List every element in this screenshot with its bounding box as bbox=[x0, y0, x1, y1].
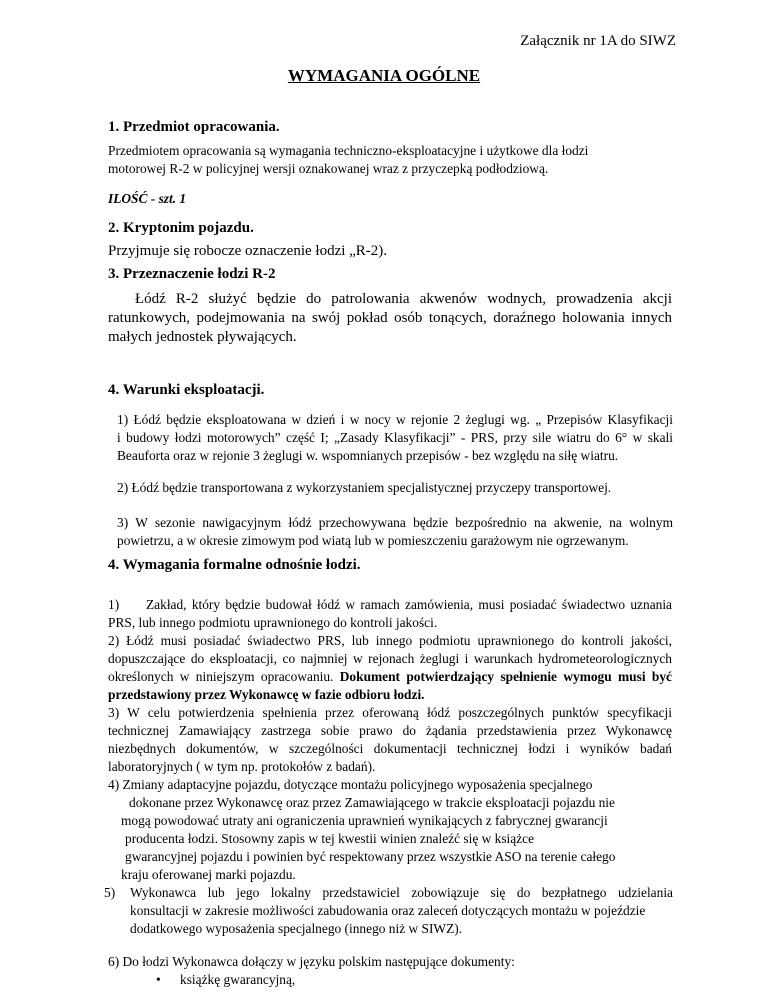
section-1-line-1: Przedmiotem opracowania są wymagania techniczno-eksploatacyjne i użytkowe dla łodzi bbox=[108, 143, 589, 158]
formal-2-line-2: dopuszczające do eksploatacji, co najmniej w rejonach żeglugi i warunkach hydrometeorologicznych bbox=[108, 651, 672, 666]
conditions-3-line-1: 3) W sezonie nawigacyjnym łódź przechowywana będzie bezpośrednio na akwenie, na wolnym bbox=[117, 515, 673, 530]
section-2-text: Przyjmuje się robocze oznaczenie łodzi „R-2). bbox=[108, 243, 388, 259]
section-3-heading: 3. Przeznaczenie łodzi R-2 bbox=[108, 266, 276, 282]
section-2-heading: 2. Kryptonim pojazdu. bbox=[108, 220, 254, 236]
section-5-heading: 4. Wymagania formalne odnośnie łodzi. bbox=[108, 557, 361, 573]
formal-4-line-2: dokonane przez Wykonawcę oraz przez Zamawiającego w trakcie eksploatacji pojazdu nie bbox=[129, 795, 615, 810]
conditions-1-line-3: Beauforta oraz w rejonie 3 żeglugi w. wspomnianych przepisów - bez względu na siłę wiatru. bbox=[117, 448, 619, 463]
section-3-line-1: Łódź R-2 służyć będzie do patrolowania akwenów wodnych, prowadzenia akcji bbox=[135, 291, 672, 307]
section-1-heading: 1. Przedmiot opracowania. bbox=[108, 119, 280, 135]
quantity-note: ILOŚĆ - szt. 1 bbox=[108, 191, 187, 206]
page-title: WYMAGANIA OGÓLNE bbox=[287, 66, 481, 85]
conditions-2: 2) Łódź będzie transportowana z wykorzystaniem specjalistycznej przyczepy transportowej. bbox=[117, 480, 612, 495]
formal-5-line-3: dodatkowego wyposażenia specjalnego (innego niż w SIWZ). bbox=[130, 921, 463, 936]
annex-label: Załącznik nr 1A do SIWZ bbox=[520, 33, 676, 49]
section-4-heading: 4. Warunki eksploatacji. bbox=[108, 382, 265, 398]
formal-2-line-1: 2) Łódź musi posiadać świadectwo PRS, lub innego podmiotu uprawnionego do kontroli jakości, bbox=[108, 633, 672, 648]
formal-5-line-2: konsultacji w zakresie możliwości zabudowania oraz zaleceń dotyczących montażu w pojeździe bbox=[130, 903, 646, 918]
formal-4-line-6: kraju oferowanej marki pojazdu. bbox=[121, 867, 296, 882]
formal-4-line-4: producenta łodzi. Stosowny zapis w tej kwestii winien znaleźć się w książce bbox=[125, 831, 535, 846]
formal-5-line-1: Wykonawca lub jego lokalny przedstawiciel zobowiązuje się do bezpłatnego udzielania bbox=[130, 885, 673, 900]
bullet-icon: • bbox=[156, 972, 161, 987]
section-1-line-2: motorowej R-2 w policyjnej wersji oznakowanej wraz z przyczepką podłodziową. bbox=[108, 161, 549, 176]
formal-3-line-2: technicznej Zamawiający zastrzega sobie prawo do żądania przedstawienia przez Wykonawcę bbox=[108, 723, 672, 738]
item-1-number: 1) bbox=[108, 597, 120, 612]
item-5-number: 5) bbox=[104, 885, 116, 900]
conditions-1-line-1: 1) Łódź będzie eksploatowana w dzień i w nocy w rejonie 2 żeglugi wg. „ Przepisów Klasyfikacji bbox=[117, 412, 673, 427]
section-3-line-2: ratunkowych, podejmowania na swój pokład osób tonących, doraźnego holowania innych bbox=[108, 310, 672, 326]
formal-3-line-3: niezbędnych dokumentów, w szczególności dokumentacji technicznej łodzi i wyników badań bbox=[108, 741, 672, 756]
formal-2-bold-note: Dokument potwierdzający spełnienie wymogu musi być bbox=[339, 669, 672, 684]
formal-4-line-3: mogą powodować utraty ani ograniczenia uprawnień wynikających z fabrycznej gwarancji bbox=[121, 813, 608, 828]
formal-4-line-5: gwarancyjnej pojazdu i powinien być respektowany przez wszystkie ASO na terenie całego bbox=[125, 849, 616, 864]
section-3-line-3: małych jednostek pływających. bbox=[108, 329, 297, 345]
formal-6: 6) Do łodzi Wykonawca dołączy w języku polskim następujące dokumenty: bbox=[108, 954, 515, 969]
formal-1-line-2: PRS, lub innego podmiotu uprawnionego do kontroli jakości. bbox=[108, 615, 438, 630]
formal-2-bold-line: przedstawiony przez Wykonawcę w fazie odbioru łodzi. bbox=[108, 687, 425, 702]
conditions-3-line-2: powietrzu, a w okresie zimowym pod wiatą lub w pomieszczeniu garażowym nie ogrzewanym. bbox=[117, 533, 629, 548]
bullet-item-1: książkę gwarancyjną, bbox=[180, 972, 296, 987]
formal-1-line-1: Zakład, który będzie budował łódź w ramach zamówienia, musi posiadać świadectwo uznania bbox=[146, 597, 672, 612]
conditions-1-line-2: i budowy łodzi motorowych” część I; „Zasady Klasyfikacji” - PRS, przy sile wiatru do 6° w skali bbox=[117, 430, 673, 445]
formal-3-line-4: laboratoryjnych ( w tym np. protokołów z badań). bbox=[108, 759, 376, 774]
formal-4-line-1: 4) Zmiany adaptacyjne pojazdu, dotyczące montażu policyjnego wyposażenia specjalnego bbox=[108, 777, 593, 792]
formal-2-line-3: określonych w niniejszym opracowaniu. bbox=[108, 669, 334, 684]
formal-3-line-1: 3) W celu potwierdzenia spełnienia przez oferowaną łódź poszczególnych punktów specyfikacji bbox=[108, 705, 672, 720]
